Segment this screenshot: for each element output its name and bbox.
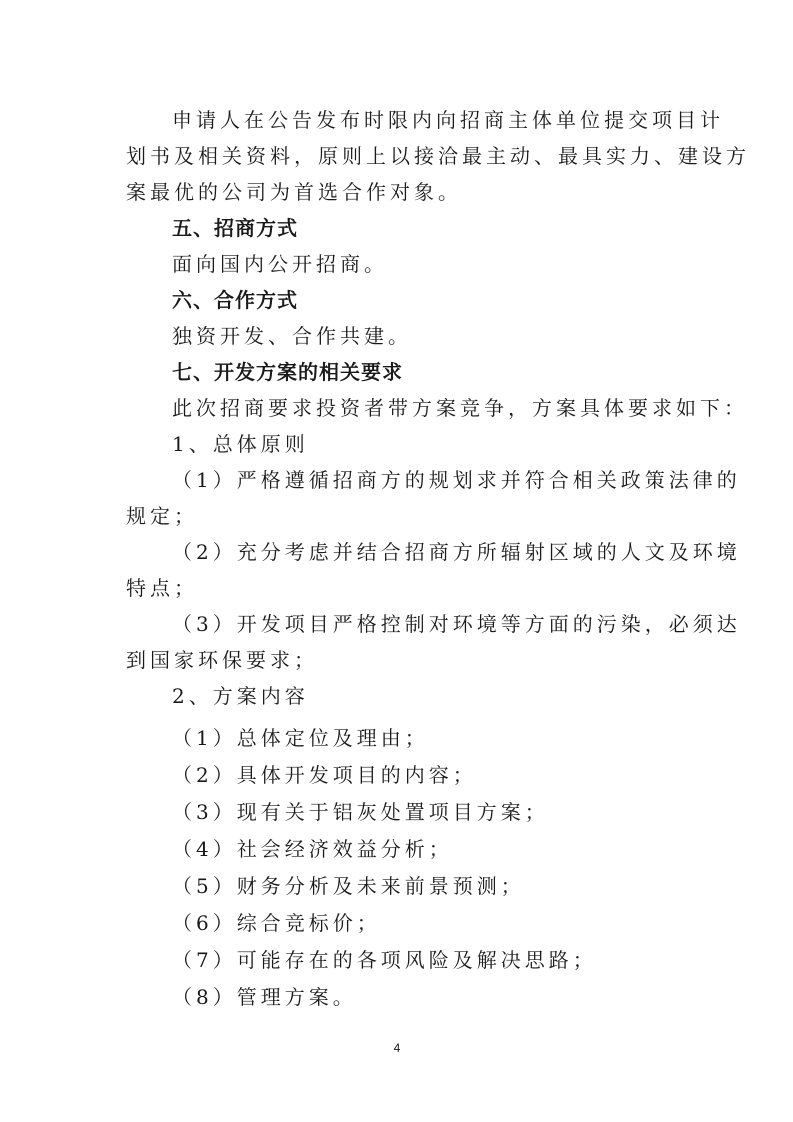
content-item-8: （8）管理方案。 <box>172 985 357 1009</box>
intro-line-1: 申请人在公告发布时限内向招商主体单位提交项目计 <box>172 108 724 132</box>
intro-line-3: 案最优的公司为首选合作对象。 <box>126 180 462 204</box>
principle-2-line-1: （2）充分考虑并结合招商方所辐射区域的人文及环境 <box>172 540 741 564</box>
principle-1-line-2: 规定； <box>126 504 198 528</box>
content-item-3: （3）现有关于铝灰处置项目方案； <box>172 800 549 824</box>
principle-3-line-1: （3）开发项目严格控制对环境等方面的污染，必须达 <box>172 612 741 636</box>
content-item-1: （1）总体定位及理由； <box>172 726 429 750</box>
subsection-1-title: 1、总体原则 <box>172 432 309 456</box>
principle-2-line-2: 特点； <box>126 576 198 600</box>
content-item-6: （6）综合竞标价； <box>172 911 381 935</box>
content-item-7: （7）可能存在的各项风险及解决思路； <box>172 948 597 972</box>
principle-1-line-1: （1）严格遵循招商方的规划求并符合相关政策法律的 <box>172 468 741 492</box>
page-number: 4 <box>393 1041 401 1055</box>
content-item-5: （5）财务分析及未来前景预测； <box>172 874 525 898</box>
content-item-2: （2）具体开发项目的内容； <box>172 763 477 787</box>
section-5-heading: 五、招商方式 <box>172 216 298 240</box>
section-7-intro: 此次招商要求投资者带方案竞争，方案具体要求如下： <box>172 396 748 420</box>
section-7-heading: 七、开发方案的相关要求 <box>172 360 403 384</box>
intro-line-2: 划书及相关资料，原则上以接洽最主动、最具实力、建设方 <box>126 144 750 168</box>
section-6-body: 独资开发、合作共建。 <box>172 324 412 348</box>
content-item-4: （4）社会经济效益分析； <box>172 837 453 861</box>
subsection-2-title: 2、方案内容 <box>172 684 309 708</box>
principle-3-line-2: 到国家环保要求； <box>126 648 318 672</box>
section-5-body: 面向国内公开招商。 <box>172 252 388 276</box>
section-6-heading: 六、合作方式 <box>172 288 298 312</box>
